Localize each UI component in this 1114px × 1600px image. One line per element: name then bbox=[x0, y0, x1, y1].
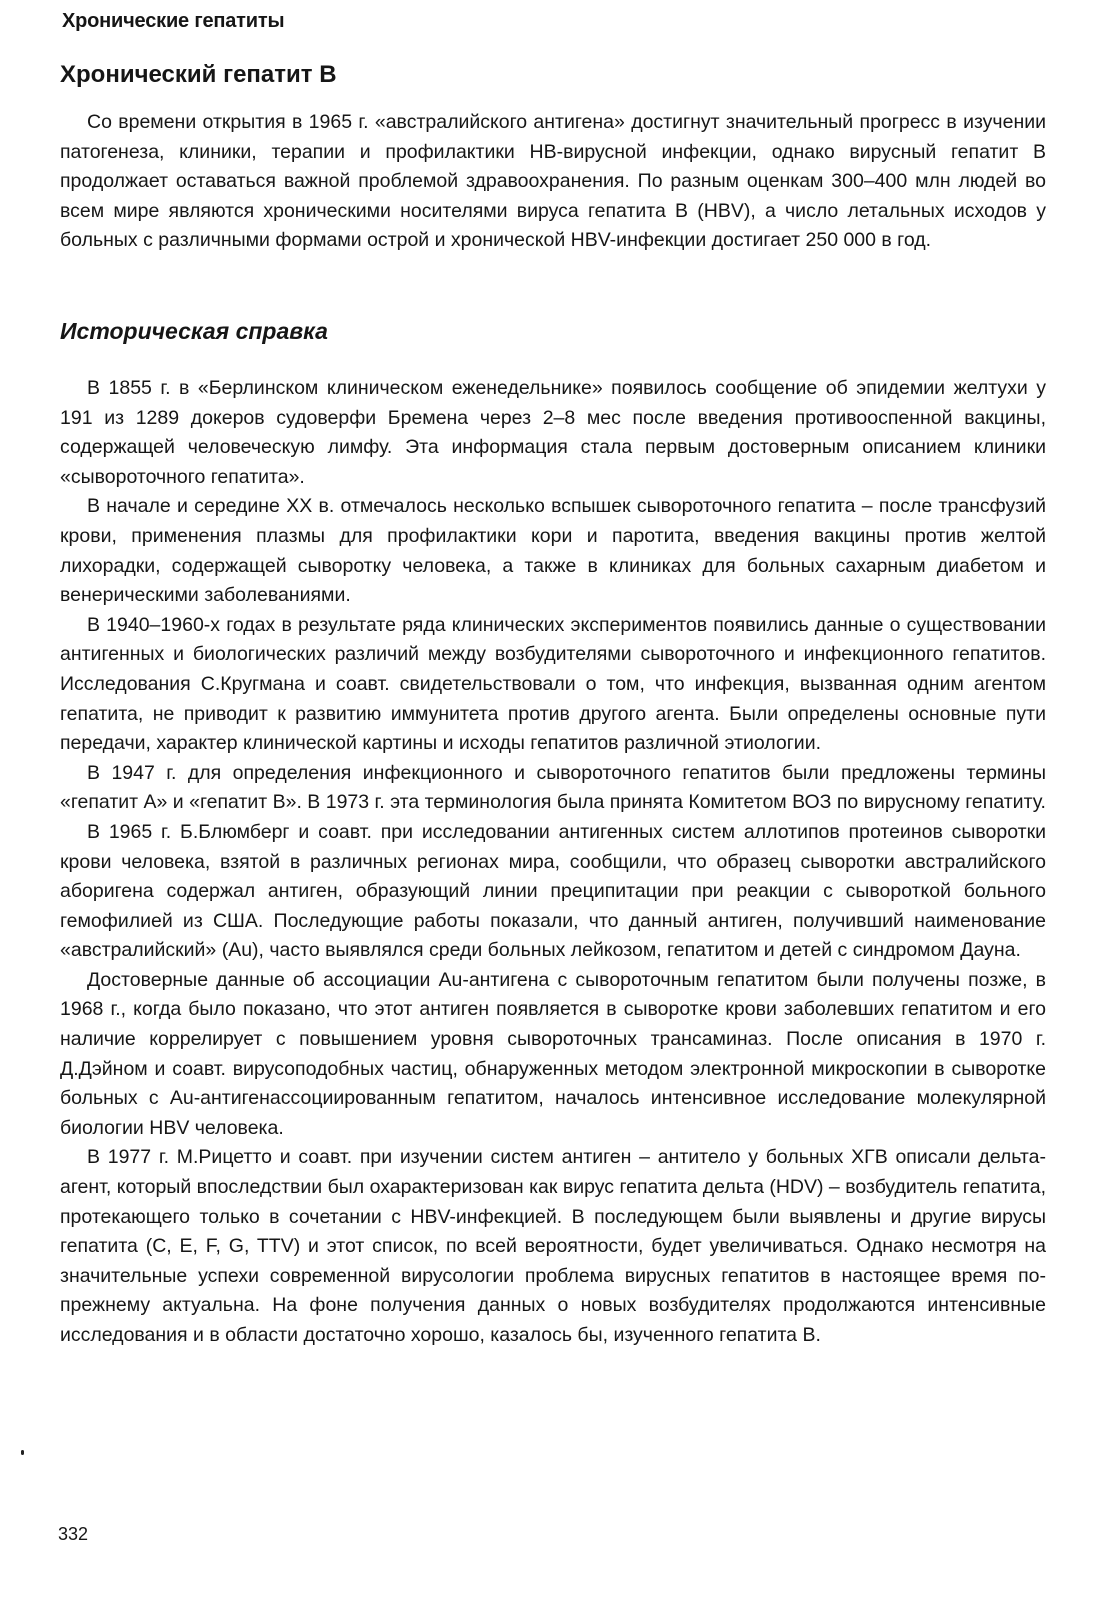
paragraph: В 1965 г. Б.Блюмберг и соавт. при исследовании антигенных систем аллотипов протеинов сыворотки крови человека, взятой в различных регионах мира, сообщили, что образец сыворотки австралийского аборигена содержал антиген, образующий линии преципитации при реакции с сывороткой больного гемофилией из США. Последующие работы показали, что данный антиген, получивший наименование «австралийский» (Au), часто выявлялся среди больных лейкозом, гепатитом и детей с синдромом Дауна. bbox=[60, 820, 1046, 962]
paragraph: В 1977 г. М.Рицетто и соавт. при изучении систем антиген – антитело у больных ХГВ описали дельта-агент, который впоследствии был охарактеризован как вирус гепатита дельта (HDV) – возбудитель гепатита, протекающего только в сочетании с HBV-инфекцией. В последующем были выявлены и другие вирусы гепатита (C, E, F, G, TTV) и этот список, по всей вероятности, будет увеличиваться. Однако несмотря на значительные успехи современной вирусологии проблема вирусных гепатитов в настоящее время по-прежнему актуальна. На фоне получения данных о новых возбудителях продолжаются интенсивные исследования и в области достаточно хорошо, казалось бы, изученного гепатита В. bbox=[60, 1146, 1046, 1346]
running-head: Хронические гепатиты bbox=[62, 10, 285, 32]
chapter-title: Хронический гепатит В bbox=[60, 61, 337, 88]
paragraph: В начале и середине XX в. отмечалось несколько вспышек сывороточного гепатита – после трансфузий крови, применения плазмы для профилактики кори и паротита, введения вакцины против желтой лихорадки, содержащей сыворотку человека, а также в клиниках для больных сахарным диабетом и венерическими заболеваниями. bbox=[60, 495, 1046, 607]
paragraph: В 1947 г. для определения инфекционного и сывороточного гепатитов были предложены термины «гепатит А» и «гепатит В». В 1973 г. эта терминология была принята Комитетом ВОЗ по вирусному гепатиту. bbox=[60, 761, 1046, 814]
paragraph: Достоверные данные об ассоциации Au-антигена с сывороточным гепатитом были получены позже, в 1968 г., когда было показано, что этот антиген появляется в сыворотке крови заболевших гепатитом и его наличие коррелирует с повышением уровня сывороточных трансаминаз. После описания в 1970 г. Д.Дэйном и соавт. вирусоподобных частиц, обнаруженных методом электронной микроскопии в сыворотке больных с Au-антигенассоциированным гепатитом, началось интенсивное исследование молекулярной биологии HBV человека. bbox=[60, 968, 1046, 1139]
section-title: Историческая справка bbox=[60, 318, 328, 344]
paragraph: В 1855 г. в «Берлинском клиническом еженедельнике» появилось сообщение об эпидемии желтухи у 191 из 1289 докеров судоверфи Бремена через 2–8 мес после введения противооспенной вакцины, содержащей человеческую лимфу. Эта информация стала первым достоверным описанием клиники «сывороточного гепатита». bbox=[60, 377, 1046, 488]
paragraph: Со времени открытия в 1965 г. «австралийского антигена» достигнут значительный прогресс в изучении патогенеза, клиники, терапии и профилактики НВ-вирусной инфекции, однако вирусный гепатит В продолжает оставаться важной проблемой здравоохранения. По разным оценкам 300–400 млн людей во всем мире являются хроническими носителями вируса гепатита В (HBV), а число летальных исходов у больных с различными формами острой и хронической HBV-инфекции достигает 250 000 в год. bbox=[60, 111, 1046, 252]
scan-speck bbox=[21, 1450, 24, 1455]
intro-text bbox=[60, 108, 1046, 256]
page-number: 332 bbox=[58, 1524, 89, 1544]
history-text bbox=[60, 374, 1046, 1351]
paragraph: В 1940–1960-х годах в результате ряда клинических экспериментов появились данные о существовании антигенных и биологических различий между возбудителями сывороточного и инфекционного гепатитов. Исследования С.Кругмана и соавт. свидетельствовали о том, что инфекция, вызванная одним агентом гепатита, не приводит к развитию иммунитета против другого агента. Были определены основные пути передачи, характер клинической картины и исходы гепатитов различной этиологии. bbox=[60, 613, 1046, 755]
